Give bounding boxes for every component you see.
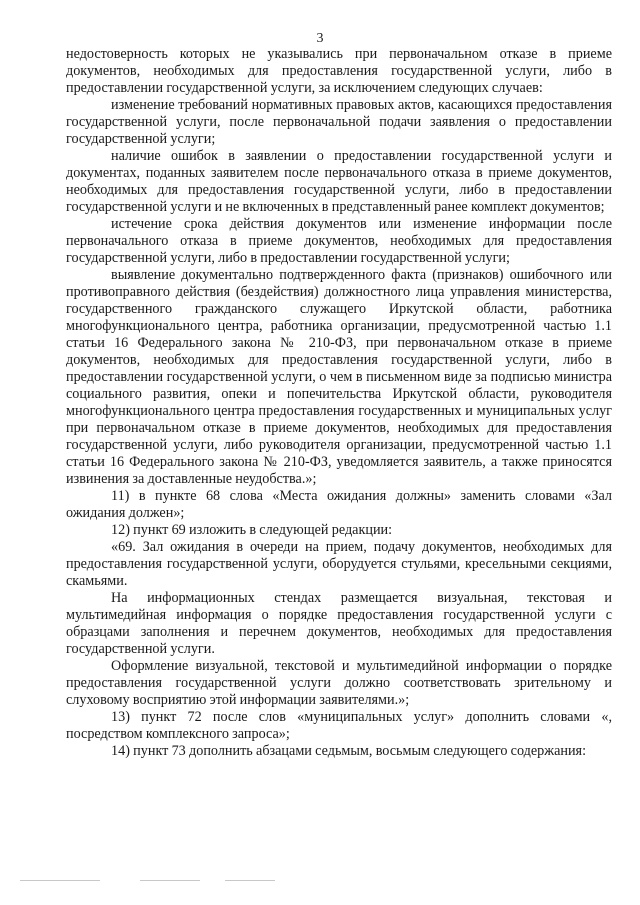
paragraph-exception-official-misconduct: выявление документально подтвержденного факта (признаков) ошибочного или противоправного действия (бездействия) должностного лица управления министерства, государственного гражданского служащего Иркутской области, работника многофункционального центра, работника организации, предусмотренной частью 1.1 статьи 16 Федерального закона № 210-ФЗ, при первоначальном отказе в приеме документов, необходимых для предоставления государственной услуги, либо в предоставлении государственной услуги, о чем в письменном виде за подписью министра социального развития, опеки и попечительства Иркутской области, руководителя многофункционального центра предоставления государственных и муниципальных услуг при первоначальном отказе в приеме документов, необходимых для предоставления государственной услуги, либо руководителя организации, предусмотренной частью 1.1 статьи 16 Федерального закона № 210-ФЗ, уведомляется заявитель, а также приносятся извинения за доставленные неудобства.»; <box>66 267 612 487</box>
paragraph-item-12: 12) пункт 69 изложить в следующей редакции: <box>111 522 393 538</box>
paragraph-exception-regulation-change: изменение требований нормативных правовых актов, касающихся предоставления государственной услуги, после первоначальной подачи заявления о предоставлении государственной услуги; <box>66 97 612 147</box>
paragraph-info-design: Оформление визуальной, текстовой и мультимедийной информации о порядке предоставления государственной услуги должно соответствовать зрительному и слуховому восприятию этой информации заявителями.»; <box>66 658 612 708</box>
paragraph-item-14: 14) пункт 73 дополнить абзацами седьмым, восьмым следующего содержания: <box>111 743 587 759</box>
paragraph-info-stands: На информационных стендах размещается визуальная, текстовая и мультимедийная информация о порядке предоставления государственной услуги с образцами заполнения и перечнем документов, необходимых для предоставления государственной услуги. <box>66 590 612 657</box>
document-body <box>66 46 612 760</box>
scan-artifact-line <box>225 880 275 881</box>
paragraph-exception-application-errors: наличие ошибок в заявлении о предоставлении государственной услуги и документах, поданных заявителем после первоначального отказа в приеме документов, необходимых для предоставления государственной услуги, либо в предоставлении государственной услуги и не включенных в представленный ранее комплект документов; <box>66 148 612 215</box>
scan-artifact-line <box>20 880 100 881</box>
paragraph-exception-document-expiry: истечение срока действия документов или изменение информации после первоначального отказа в приеме документов, необходимых для предоставления государственной услуги, либо в предоставлении государственной услуги; <box>66 216 612 266</box>
paragraph-clause-69: «69. Зал ожидания в очереди на прием, подачу документов, необходимых для предоставления государственной услуги, оборудуется стульями, кресельными секциями, скамьями. <box>66 539 612 589</box>
scan-artifact-line <box>140 880 200 881</box>
paragraph-continuation: недостоверность которых не указывались при первоначальном отказе в приеме документов, необходимых для предоставления государственной услуги, либо в предоставлении государственной услуги, за исключением следующих случаев: <box>66 46 612 96</box>
paragraph-item-13: 13) пункт 72 после слов «муниципальных услуг» дополнить словами «, посредством комплексного запроса»; <box>66 709 612 742</box>
paragraph-item-11: 11) в пункте 68 слова «Места ожидания должны» заменить словами «Зал ожидания должен»; <box>66 488 612 521</box>
page-number: 3 <box>316 31 324 46</box>
